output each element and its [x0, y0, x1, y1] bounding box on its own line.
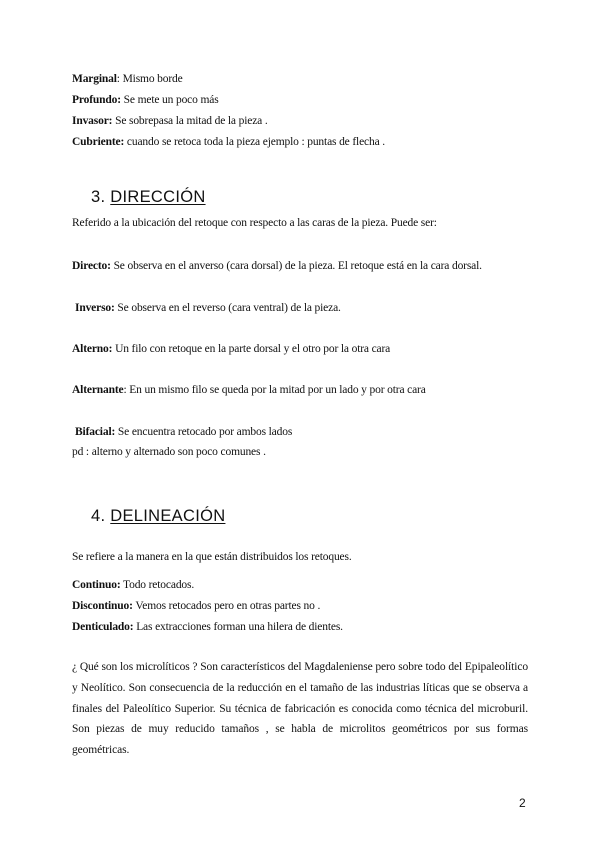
definition-term: Alternante: [72, 384, 124, 396]
definition-term: Alterno:: [72, 343, 113, 355]
definition-text: Las extracciones forman una hilera de dientes.: [136, 621, 343, 633]
section-note: pd : alterno y alternado son poco comunes .: [72, 446, 266, 458]
definition-term: Inverso:: [75, 302, 115, 314]
definition-text: En un mismo filo se queda por la mitad por un lado y por otra cara: [129, 384, 426, 396]
definition-separator: :: [116, 73, 123, 85]
definition-term: Profundo:: [72, 94, 121, 106]
definition-text: Se sobrepasa la mitad de la pieza .: [115, 115, 268, 127]
definition-text: Mismo borde: [122, 73, 183, 85]
definition-text: Todo retocados.: [123, 579, 195, 591]
section-heading-direccion: [91, 187, 206, 207]
definition-alterno: [72, 342, 390, 356]
definition-denticulado: [72, 620, 343, 634]
microliths-paragraph: ¿ Qué son los microlíticos ? Son característicos del Magdaleniense pero sobre todo del Epipaleolítico y Neolítico. Son consecuencia de la reducción en el tamaño de las industrias líticas que se observa a finales del Paleolítico Superior. Su técnica de fabricación es conocida como técnica del microburil. Son piezas de muy reducido tamaños , se habla de microlitos geométricos por sus formas geométricas.: [72, 661, 528, 757]
definition-text: Un filo con retoque en la parte dorsal y el otro por la otra cara: [115, 343, 391, 355]
definition-term: Discontinuo:: [72, 600, 133, 612]
definition-inverso: [75, 301, 341, 315]
definition-text: Vemos retocados pero en otras partes no .: [135, 600, 321, 612]
section-intro: Referido a la ubicación del retoque con respecto a las caras de la pieza. Puede ser:: [72, 217, 437, 229]
section-title: DELINEACIÓN: [110, 507, 226, 525]
definition-term: Denticulado:: [72, 621, 134, 633]
definition-directo: [72, 259, 482, 273]
definition-text: Se observa en el anverso (cara dorsal) de la pieza. El retoque está en la cara dorsal.: [113, 260, 482, 272]
definition-profundo: [72, 93, 219, 107]
section-number: 4.: [91, 507, 106, 525]
definition-text: Se mete un poco más: [123, 94, 219, 106]
definition-alternante: [72, 383, 426, 397]
definition-text: Se observa en el reverso (cara ventral) de la pieza.: [117, 302, 341, 314]
definition-cubriente: [72, 135, 385, 149]
definition-text: cuando se retoca toda la pieza ejemplo : puntas de flecha .: [126, 136, 385, 148]
definition-term: Directo:: [72, 260, 111, 272]
definition-marginal: [72, 72, 183, 86]
definition-term: Continuo:: [72, 579, 121, 591]
section-intro: Se refiere a la manera en la que están distribuidos los retoques.: [72, 551, 352, 563]
section-number: 3.: [91, 188, 106, 206]
definition-bifacial: [75, 425, 292, 439]
section-heading-delineacion: [91, 506, 225, 526]
definition-term: Bifacial:: [75, 426, 116, 438]
definition-continuo: [72, 578, 194, 592]
definition-term: Marginal: [72, 73, 117, 85]
definition-term: Invasor:: [72, 115, 113, 127]
definition-discontinuo: [72, 599, 320, 613]
definition-invasor: [72, 114, 268, 128]
definition-text: Se encuentra retocado por ambos lados: [117, 426, 293, 438]
section-title: DIRECCIÓN: [110, 188, 206, 206]
page-number: 2: [519, 796, 526, 810]
definition-separator: :: [123, 384, 130, 396]
definition-term: Cubriente:: [72, 136, 125, 148]
